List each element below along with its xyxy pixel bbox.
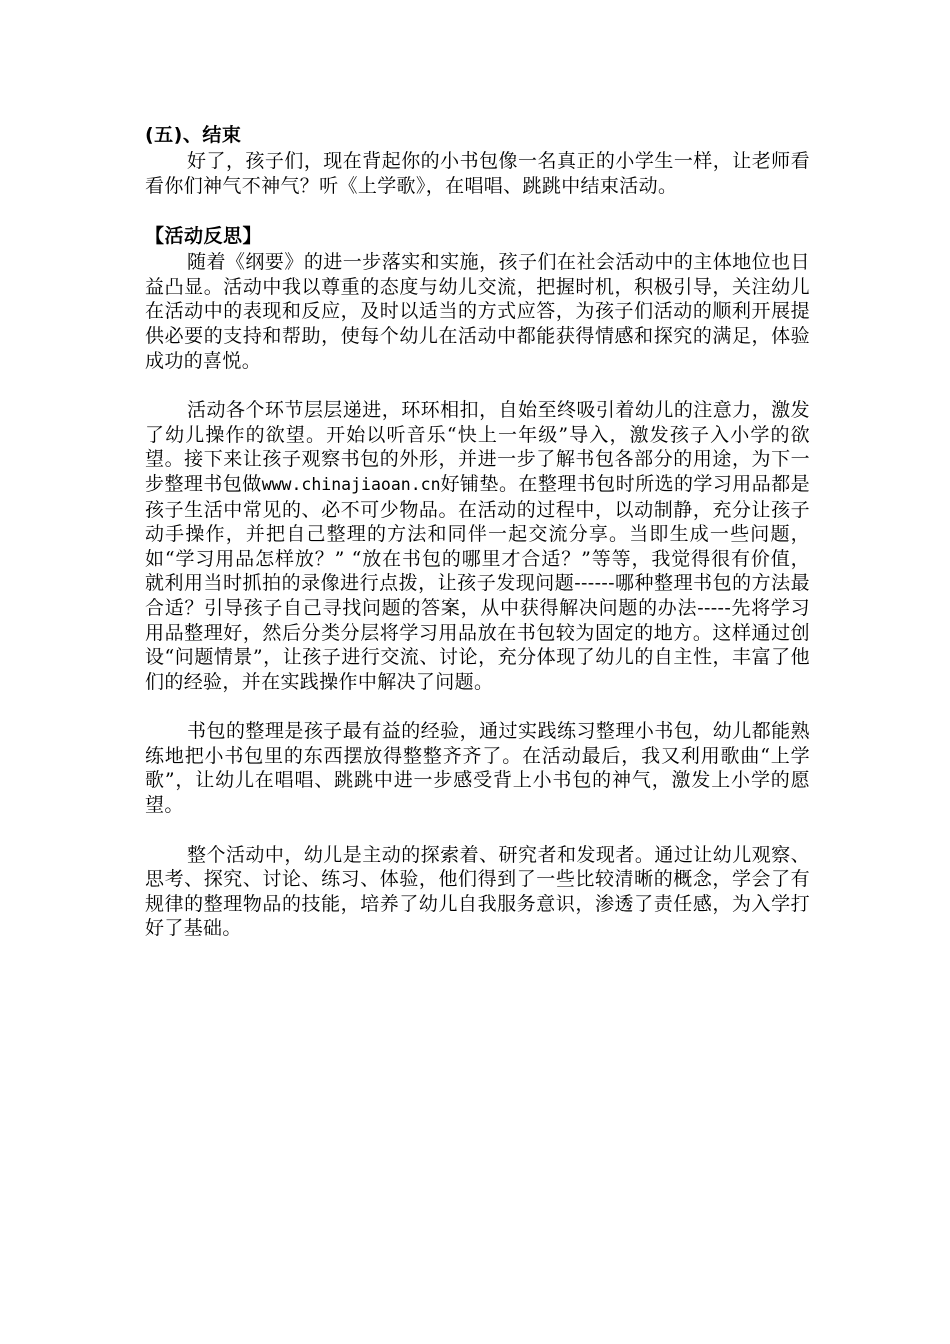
spacer <box>145 818 810 843</box>
reflection-paragraph-2 <box>145 398 810 694</box>
section-heading-ending: (五)、结束 <box>145 124 242 146</box>
document-page <box>145 122 810 941</box>
spacer <box>145 198 810 223</box>
spacer <box>145 373 810 398</box>
paragraph-text: 活动各个环节层层递进，环环相扣，自始至终吸引着幼儿的注意力，激发了幼儿操作的欲望。开始以听音乐“快上一年级”导入，激发孩子入小学的欲望。接下来让孩子观察书包的外形，并进一步了解书包各部分的用途，为下一步整理书包做 <box>145 399 810 495</box>
ending-paragraph: 好了，孩子们，现在背起你的小书包像一名真正的小学生一样，让老师看看你们神气不神气？听《上学歌》，在唱唱、跳跳中结束活动。 <box>145 150 810 197</box>
reflection-paragraph-1: 随着《纲要》的进一步落实和实施，孩子们在社会活动中的主体地位也日益凸显。活动中我以尊重的态度与幼儿交流，把握时机，积极引导，关注幼儿在活动中的表现和反应，及时以适当的方式应答，为孩子们活动的顺利开展提供必要的支持和帮助，使每个幼儿在活动中都能获得情感和探究的满足，体验成功的喜悦。 <box>145 251 810 372</box>
reflection-paragraph-3: 书包的整理是孩子最有益的经验，通过实践练习整理小书包，幼儿都能熟练地把小书包里的东西摆放得整整齐齐了。在活动最后，我又利用歌曲“上学歌”，让幼儿在唱唱、跳跳中进一步感受背上小书包的神气，激发上小学的愿望。 <box>145 720 810 817</box>
paragraph-text: 好铺垫。在整理书包时所选的学习用品都是孩子生活中常见的、必不可少物品。在活动的过程中，以动制静，充分让孩子动手操作，并把自己整理的方法和同伴一起交流分享。当即生成一些问题，如“学习用品怎样放？” “放在书包的哪里才合适？”等等，我觉得很有价值，就利用当时抓拍的录像进行点拨，让孩子发现问题------哪种整理书包的方法最合适？引导孩子自己寻找问题的答案，从中获得解决问题的办法-----先将学习用品整理好，然后分类分层将学习用品放在书包较为固定的地方。这样通过创设“问题情景”，让孩子进行交流、讨论，充分体现了幼儿的自主性，丰富了他们的经验，并在实践操作中解决了问题。 <box>145 472 810 693</box>
spacer <box>145 694 810 719</box>
reflection-paragraph-4: 整个活动中，幼儿是主动的探索着、研究者和发现者。通过让幼儿观察、思考、探究、讨论、练习、体验，他们得到了一些比较清晰的概念，学会了有规律的整理物品的技能，培养了幼儿自我服务意识，渗透了责任感，为入学打好了基础。 <box>145 843 810 940</box>
section-heading-reflection: 【活动反思】 <box>145 225 263 248</box>
website-link-text: www.chinajiaoan.cn <box>261 474 441 494</box>
